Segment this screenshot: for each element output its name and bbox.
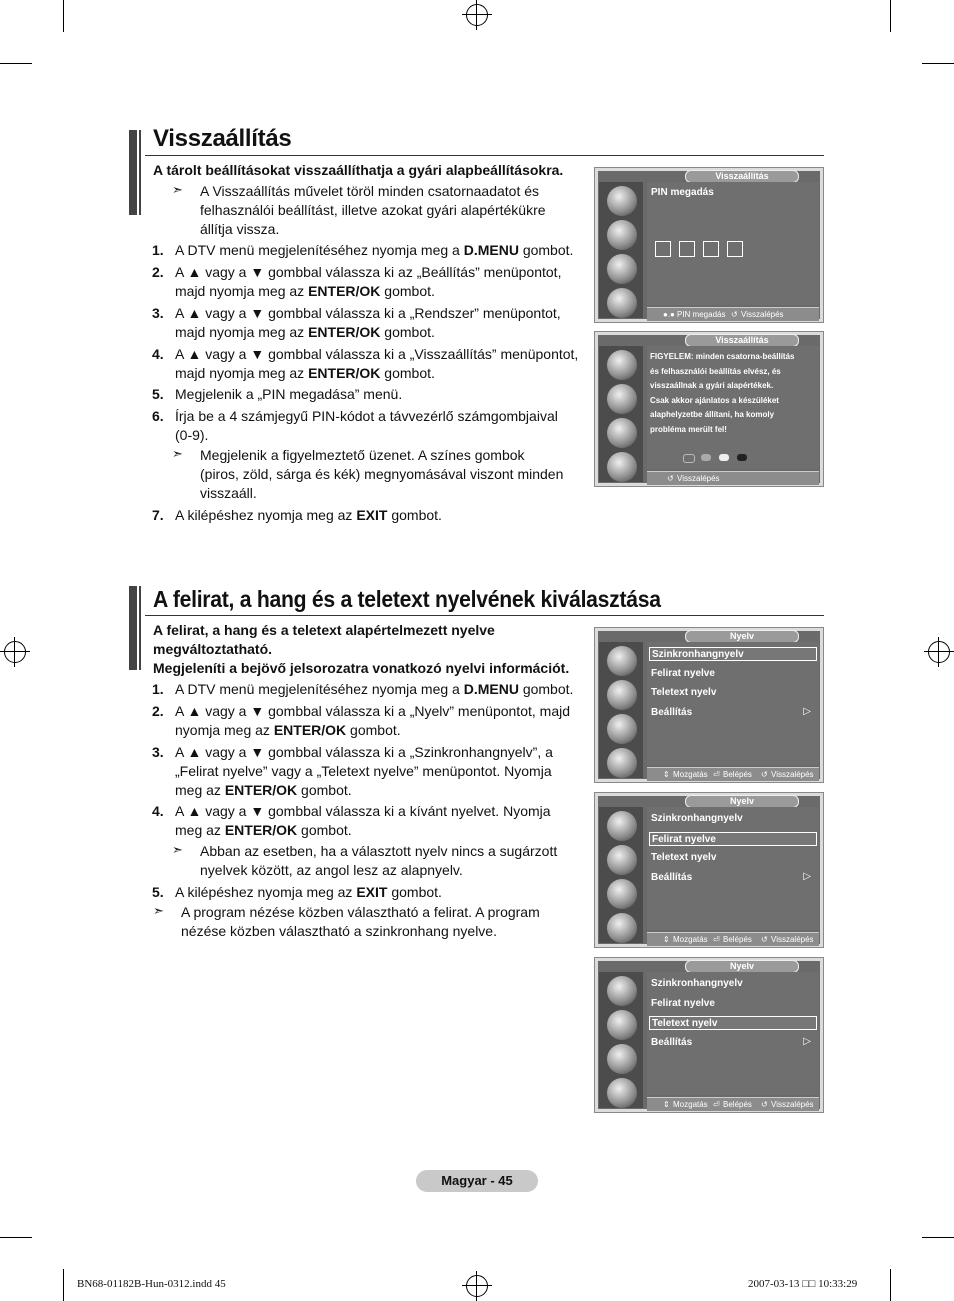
section-bar (129, 130, 141, 215)
screen-title: Visszaállítás (685, 170, 799, 183)
submenu-arrow-icon: ▷ (803, 1035, 811, 1047)
return-icon: ↺ (761, 1100, 768, 1109)
foot-enter-label: Belépés (723, 770, 752, 779)
tv-screen-language (594, 627, 824, 783)
submenu-arrow-icon: ▷ (803, 870, 811, 882)
foot-move-label: Mozgatás (673, 770, 708, 779)
step-text: Megjelenik a „PIN megadása” menü. (175, 386, 403, 402)
move-icon: ⇕ (663, 1100, 670, 1109)
return-icon: ↺ (667, 474, 674, 483)
pin-label: PIN megadás (651, 187, 714, 198)
step-text: majd nyomja meg az ENTER/OK gombot. (175, 283, 435, 299)
note1-line: állítja vissza. (200, 221, 280, 237)
step-text: A ▲ vagy a ▼ gombbal válassza ki a „Szinkronhangnyelv”, a (175, 744, 553, 760)
input-menu-icon (607, 1078, 637, 1108)
menu-item[interactable]: Teletext nyelv (651, 852, 717, 863)
green-button-icon (701, 454, 711, 461)
warning-line: visszaállnak a gyári alapértékek. (650, 381, 774, 390)
picture-menu-icon (607, 350, 637, 380)
step-text: A kilépéshez nyomja meg az EXIT gombot. (175, 507, 442, 523)
note-line: A program nézése közben választható a felirat. A program (181, 904, 540, 920)
foot-return-label: Visszalépés (771, 1100, 814, 1109)
return-icon: ↺ (731, 310, 738, 319)
step-text: A ▲ vagy a ▼ gombbal válassza ki a kívánt nyelvet. Nyomja (175, 803, 551, 819)
step-text: A DTV menü megjelenítéséhez nyomja meg a D.MENU gombot. (175, 681, 574, 697)
enter-icon: ⏎ (713, 935, 720, 944)
step-text: A ▲ vagy a ▼ gombbal válassza ki az „Beállítás” menüpontot, (175, 264, 562, 280)
sound-menu-icon (607, 384, 637, 414)
setup-menu-icon (607, 1044, 637, 1074)
foot-return-label: Visszalépés (741, 310, 784, 319)
foot-return-label: Visszalépés (677, 474, 720, 483)
file-name: BN68-01182B-Hun-0312.indd 45 (77, 1278, 226, 1290)
tv-screen-language (594, 792, 824, 948)
step-text: meg az ENTER/OK gombot. (175, 822, 352, 838)
section2-intro: Megjeleníti a bejövő jelsorozatra vonatkozó nyelvi információt. (153, 660, 570, 676)
menu-item[interactable]: Teletext nyelv (651, 687, 717, 698)
foot-move-label: Mozgatás (673, 1100, 708, 1109)
tv-screen-pin (594, 167, 824, 323)
yellow-button-icon (719, 454, 729, 461)
step-number: 3. (152, 744, 164, 760)
note1-line: A Visszaállítás művelet töröl minden csatornaadatot és (200, 183, 540, 199)
step-text: majd nyomja meg az ENTER/OK gombot. (175, 365, 435, 381)
section-title-reset: Visszaállítás (153, 125, 292, 152)
warning-line: Csak akkor ajánlatos a készüléket (650, 395, 779, 405)
step-number: 3. (152, 305, 164, 321)
input-menu-icon (607, 748, 637, 778)
step-number: 4. (152, 346, 164, 362)
menu-item[interactable]: Szinkronhangnyelv (651, 978, 743, 989)
menu-item[interactable]: Beállítás (651, 1036, 693, 1048)
step-number: 2. (152, 264, 164, 280)
number-keys-icon: ●.● (663, 310, 675, 319)
step-number: 1. (152, 681, 164, 697)
foot-pin-label: PIN megadás (677, 310, 726, 319)
pin-digit-box[interactable] (727, 241, 743, 257)
setup-menu-icon (607, 254, 637, 284)
screen-title: Nyelv (685, 795, 799, 808)
step-text: A kilépéshez nyomja meg az EXIT gombot. (175, 884, 442, 900)
input-menu-icon (607, 913, 637, 943)
step-text: meg az ENTER/OK gombot. (175, 782, 352, 798)
note1-line: felhasználói beállítást, illetve azokat gyári alapértékükre (200, 202, 546, 218)
input-menu-icon (607, 452, 637, 482)
step-text: nyomja meg az ENTER/OK gombot. (175, 722, 401, 738)
red-button-icon (683, 454, 695, 463)
tv-screen-language (594, 957, 824, 1113)
note-arrow-icon: ➣ (172, 842, 183, 857)
menu-item[interactable]: Felirat nyelve (649, 832, 817, 846)
foot-move-label: Mozgatás (673, 935, 708, 944)
menu-item[interactable]: Szinkronhangnyelv (649, 647, 817, 661)
step-text: A ▲ vagy a ▼ gombbal válassza ki a „Nyelv” menüpontot, majd (175, 703, 571, 719)
note2-line: visszaáll. (200, 485, 257, 501)
step-text: majd nyomja meg az ENTER/OK gombot. (175, 324, 435, 340)
sound-menu-icon (607, 845, 637, 875)
warning-line: és felhasználói beállítás elvész, és (650, 366, 781, 376)
picture-menu-icon (607, 186, 637, 216)
sound-menu-icon (607, 1010, 637, 1040)
registration-mark-right (928, 641, 950, 663)
section-rule (145, 615, 824, 616)
pin-digit-box[interactable] (679, 241, 695, 257)
step-text: Írja be a 4 számjegyű PIN-kódot a távvezérlő számgombjaival (175, 408, 558, 424)
enter-icon: ⏎ (713, 770, 720, 779)
return-icon: ↺ (761, 770, 768, 779)
step-number: 6. (152, 408, 164, 424)
page-number-badge: Magyar - 45 (416, 1170, 538, 1192)
sound-menu-icon (607, 680, 637, 710)
screen-title: Nyelv (685, 960, 799, 973)
step-number: 7. (152, 507, 164, 523)
section1-intro: A tárolt beállításokat visszaállíthatja a gyári alapbeállításokra. (153, 162, 564, 178)
note-arrow-icon: ➣ (172, 446, 183, 461)
note2-line: Megjelenik a figyelmeztető üzenet. A színes gombok (200, 447, 525, 463)
picture-menu-icon (607, 976, 637, 1006)
foot-enter-label: Belépés (723, 935, 752, 944)
step-number: 4. (152, 803, 164, 819)
step-number: 2. (152, 703, 164, 719)
section-bar (129, 586, 141, 670)
section2-intro: megváltoztatható. (153, 641, 273, 657)
warning-line: probléma merült fel! (650, 424, 727, 434)
foot-return-label: Visszalépés (771, 935, 814, 944)
registration-mark-bottom (466, 1275, 488, 1297)
setup-menu-icon (607, 714, 637, 744)
warning-line: FIGYELEM: minden csatorna-beállítás (650, 352, 795, 361)
pin-digit-box[interactable] (703, 241, 719, 257)
step-number: 5. (152, 386, 164, 402)
note-line: nézése közben választható a szinkronhang nyelve. (181, 923, 497, 939)
picture-menu-icon (607, 646, 637, 676)
note-line: Abban az esetben, ha a választott nyelv nincs a sugárzott (200, 843, 558, 859)
section2-intro: A felirat, a hang és a teletext alapértelmezett nyelve (153, 622, 495, 638)
step-text: (0-9). (175, 427, 209, 443)
move-icon: ⇕ (663, 770, 670, 779)
section-rule (145, 155, 824, 156)
menu-item[interactable]: Szinkronhangnyelv (651, 813, 743, 824)
section-title-language: A felirat, a hang és a teletext nyelvének kiválasztása (153, 586, 661, 612)
blue-button-icon (737, 454, 747, 461)
input-menu-icon (607, 288, 637, 318)
step-number: 5. (152, 884, 164, 900)
submenu-arrow-icon: ▷ (803, 705, 811, 717)
screen-title: Visszaállítás (685, 334, 799, 347)
foot-enter-label: Belépés (723, 1100, 752, 1109)
move-icon: ⇕ (663, 935, 670, 944)
menu-item[interactable]: Beállítás (651, 706, 693, 718)
enter-icon: ⏎ (713, 1100, 720, 1109)
registration-mark-top (466, 4, 488, 26)
registration-mark-left (4, 641, 26, 663)
menu-item[interactable]: Teletext nyelv (649, 1016, 817, 1030)
step-number: 1. (152, 242, 164, 258)
pin-digit-box[interactable] (655, 241, 671, 257)
note-line: nyelvek között, az angol lesz az alapnyelv. (200, 862, 463, 878)
step-text: A ▲ vagy a ▼ gombbal válassza ki a „Visszaállítás” menüpontot, (175, 346, 579, 362)
menu-item[interactable]: Felirat nyelve (651, 667, 715, 679)
step-text: A ▲ vagy a ▼ gombbal válassza ki a „Rendszer” menüpontot, (175, 305, 561, 321)
setup-menu-icon (607, 418, 637, 448)
print-date: 2007-03-13 □□ 10:33:29 (748, 1278, 858, 1290)
menu-item[interactable]: Felirat nyelve (651, 997, 715, 1009)
foot-return-label: Visszalépés (771, 770, 814, 779)
note2-line: (piros, zöld, sárga és kék) megnyomásával viszont minden (200, 466, 564, 482)
note-arrow-icon: ➣ (172, 182, 183, 197)
return-icon: ↺ (761, 935, 768, 944)
note-arrow-icon: ➣ (153, 903, 164, 918)
setup-menu-icon (607, 879, 637, 909)
picture-menu-icon (607, 811, 637, 841)
tv-screen-warning (594, 331, 824, 487)
sound-menu-icon (607, 220, 637, 250)
warning-line: alaphelyzetbe állítani, ha komoly (650, 410, 775, 419)
step-text: „Felirat nyelve” vagy a „Teletext nyelve” menüpontot. Nyomja (175, 763, 552, 779)
step-text: A DTV menü megjelenítéséhez nyomja meg a D.MENU gombot. (175, 242, 574, 258)
menu-item[interactable]: Beállítás (651, 871, 693, 883)
screen-title: Nyelv (685, 630, 799, 643)
